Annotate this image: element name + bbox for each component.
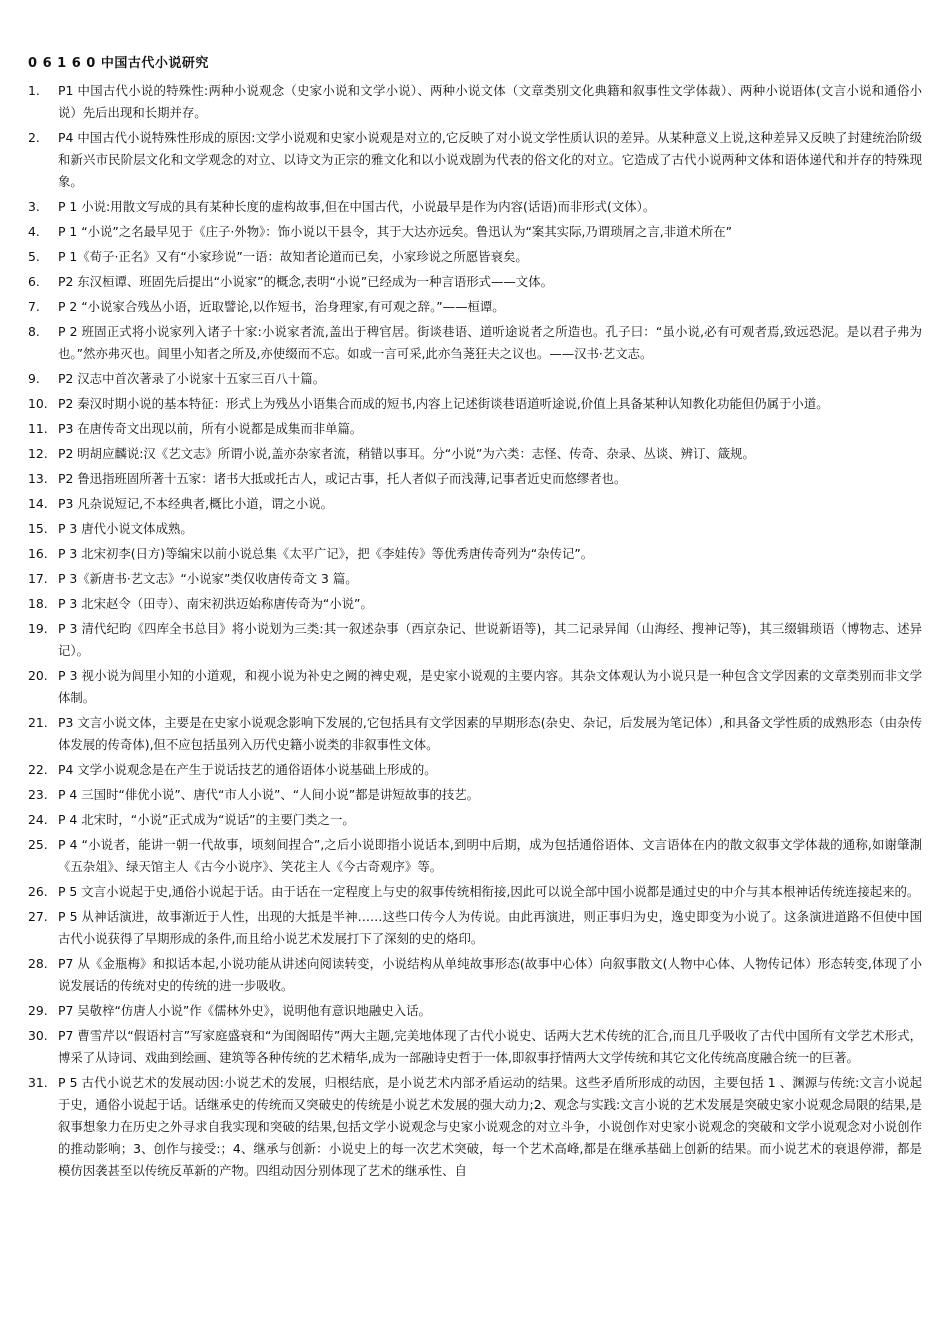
list-item <box>28 1000 922 1022</box>
list-item <box>28 321 922 365</box>
item-number: 6. <box>28 274 40 289</box>
document-item-list <box>28 80 922 1182</box>
item-text: P1 中国古代小说的特殊性:两种小说观念（史家小说和文学小说）、两种小说文体（文章类别文化典籍和叙事性文学体裁）、两种小说语体(文言小说和通俗小说）先后出现和长期并存。 <box>58 83 922 120</box>
item-text: P3 凡杂说短记,不本经典者,概比小道，谓之小说。 <box>58 496 333 511</box>
item-number: 16. <box>28 546 48 561</box>
item-text: P4 中国古代小说特殊性形成的原因:文学小说观和史家小说观是对立的,它反映了对小说文学性质认识的差异。从某种意义上说,这种差异又反映了封建统治阶级和新兴市民阶层文化和文学观念的对立、以诗文为正宗的雅文化和以小说戏剧为代表的俗文化的对立。它造成了古代小说两种文体和语体递代和并存的特殊现象。 <box>58 130 922 189</box>
item-text: P 2 班固正式将小说家列入诸子十家:小说家者流,盖出于稗官居。街谈巷语、道听途说者之所造也。孔子曰：“虽小说,必有可观者焉,致远恐泥。是以君子弗为也。”然亦弗灭也。闾里小知者之所及,亦使缀而不忘。如或一言可采,此亦刍荛狂夫之议也。——汉书·艺文志。 <box>58 324 922 361</box>
item-number: 21. <box>28 715 48 730</box>
list-item <box>28 784 922 806</box>
list-item <box>28 809 922 831</box>
list-item <box>28 468 922 490</box>
list-item <box>28 618 922 662</box>
item-text: P 1《荀子·正名》又有“小家珍说”一语：故知者论道而已矣，小家珍说之所愿皆衰矣。 <box>58 249 528 264</box>
list-item <box>28 593 922 615</box>
list-item <box>28 665 922 709</box>
item-number: 27. <box>28 909 48 924</box>
item-text: P 5 古代小说艺术的发展动因:小说艺术的发展，归根结底，是小说艺术内部矛盾运动的结果。这些矛盾所形成的动因，主要包括 1 、渊源与传统:文言小说起于史，通俗小说起于话。话继承史的传统而又突破史的传统是小说艺术发展的强大动力;2、观念与实践:文言小说的艺术发展是突破史家小说观念局限的结果,是叙事想象力在历史之外寻求自我实现和突破的结果,包括文学小说观念与史家小说观念的对立斗争，小说创作对史家小说观念的突破和文学小说观念对小说创作的推动影响；3、创作与接受:；4、继承与创新：小说史上的每一次艺术突破，每一个艺术高峰,都是在继承基础上创新的结果。而小说艺术的衰退停滞，都是模仿因袭甚至以传统反革新的产物。四组动因分别体现了艺术的继承性、自 <box>58 1075 922 1178</box>
item-text: P 4 “小说者，能讲一朝一代故事，顷刻间捏合”,之后小说即指小说话本,到明中后期，成为包括通俗语体、文言语体在内的散文叙事文学体裁的通称,如谢肇淛《五杂俎》、绿天馆主人《古今小说序》、笑花主人《今古奇观序》等。 <box>58 837 922 874</box>
list-item <box>28 953 922 997</box>
item-text: P3 文言小说文体，主要是在史家小说观念影响下发展的,它包括具有文学因素的早期形态(杂史、杂记，后发展为笔记体）,和具备文学性质的成熟形态（由杂传体发展的传奇体),但不应包括虽列入历代史籍小说类的非叙事性文体。 <box>58 715 922 752</box>
item-number: 20. <box>28 668 48 683</box>
item-number: 5. <box>28 249 40 264</box>
item-number: 13. <box>28 471 48 486</box>
item-text: P 3 清代纪昀《四库全书总目》将小说划为三类:其一叙述杂事（西京杂记、世说新语等)，其二记录异闻（山海经、搜神记等)，其三缀辑琐语（博物志、述异记）。 <box>58 621 922 658</box>
item-number: 8. <box>28 324 40 339</box>
item-number: 24. <box>28 812 48 827</box>
list-item <box>28 127 922 193</box>
item-number: 29. <box>28 1003 48 1018</box>
list-item <box>28 712 922 756</box>
item-text: P 1 “小说”之名最早见于《庄子·外物》：饰小说以干县令，其于大达亦远矣。鲁迅认为“案其实际,乃谓琐屑之言,非道术所在” <box>58 224 733 239</box>
item-number: 23. <box>28 787 48 802</box>
list-item <box>28 418 922 440</box>
item-text: P 1 小说:用散文写成的具有某种长度的虚构故事,但在中国古代，小说最早是作为内容(话语)而非形式(文体）。 <box>58 199 656 214</box>
list-item <box>28 518 922 540</box>
item-text: P7 曹雪芹以“假语村言”写家庭盛衰和“为闺阁昭传”两大主题,完美地体现了古代小说史、话两大艺术传统的汇合,而且几乎吸收了古代中国所有文学艺术形式，博采了从诗词、戏曲到绘画、建筑等各种传统的艺术精华,成为一部融诗史哲于一体,即叙事抒情两大文学传统和其它文化传统高度融合统一的巨著。 <box>58 1028 922 1065</box>
item-number: 17. <box>28 571 48 586</box>
item-number: 25. <box>28 837 48 852</box>
item-number: 26. <box>28 884 48 899</box>
item-text: P 3 北宋赵令（田寺）、南宋初洪迈始称唐传奇为“小说”。 <box>58 596 373 611</box>
item-text: P2 鲁迅指班固所著十五家：诸书大抵或托古人，或记古事，托人者似子而浅薄,记事者近史而悠缪者也。 <box>58 471 627 486</box>
item-number: 14. <box>28 496 48 511</box>
item-number: 11. <box>28 421 48 436</box>
item-number: 9. <box>28 371 40 386</box>
list-item <box>28 221 922 243</box>
item-text: P7 从《金瓶梅》和拟话本起,小说功能从讲述向阅读转变，小说结构从单纯故事形态(故事中心体）向叙事散文(人物中心体、人物传记体）形态转变,体现了小说发展话的传统对史的传统的进一步吸收。 <box>58 956 922 993</box>
item-text: P7 吴敬梓“仿唐人小说”作《儒林外史》，说明他有意识地融史入话。 <box>58 1003 431 1018</box>
list-item <box>28 543 922 565</box>
item-text: P2 秦汉时期小说的基本特征：形式上为残丛小语集合而成的短书,内容上记述街谈巷语道听途说,价值上具备某种认知教化功能但仍属于小道。 <box>58 396 829 411</box>
item-text: P3 在唐传奇文出现以前，所有小说都是成集而非单篇。 <box>58 421 363 436</box>
item-text: P2 明胡应麟说:汉《艺文志》所谓小说,盖亦杂家者流，稍错以事耳。分“小说”为六类：志怪、传奇、杂录、丛谈、辨订、箴规。 <box>58 446 755 461</box>
item-number: 12. <box>28 446 48 461</box>
item-number: 28. <box>28 956 48 971</box>
item-number: 4. <box>28 224 40 239</box>
list-item <box>28 759 922 781</box>
list-item <box>28 1025 922 1069</box>
item-number: 30. <box>28 1028 48 1043</box>
item-text: P2 东汉桓谭、班固先后提出“小说家”的概念,表明“小说”已经成为一种言语形式——文体。 <box>58 274 553 289</box>
item-number: 2. <box>28 130 40 145</box>
item-number: 22. <box>28 762 48 777</box>
item-number: 7. <box>28 299 40 314</box>
list-item <box>28 296 922 318</box>
item-number: 3. <box>28 199 40 214</box>
item-text: P 4 北宋时，“小说”正式成为“说话”的主要门类之一。 <box>58 812 355 827</box>
list-item <box>28 443 922 465</box>
item-text: P4 文学小说观念是在产生于说话技艺的通俗语体小说基础上形成的。 <box>58 762 437 777</box>
item-text: P2 汉志中首次著录了小说家十五家三百八十篇。 <box>58 371 326 386</box>
item-text: P 3 北宋初李(日方)等编宋以前小说总集《太平广记》，把《李娃传》等优秀唐传奇列为“杂传记”。 <box>58 546 594 561</box>
item-text: P 3 唐代小说文体成熟。 <box>58 521 193 536</box>
item-text: P 2 “小说家合残丛小语，近取譬论,以作短书，治身理家,有可观之辞。”——桓谭。 <box>58 299 505 314</box>
list-item <box>28 906 922 950</box>
list-item <box>28 493 922 515</box>
list-item <box>28 246 922 268</box>
list-item <box>28 368 922 390</box>
item-number: 19. <box>28 621 48 636</box>
item-number: 18. <box>28 596 48 611</box>
item-text: P 3《新唐书·艺文志》“小说家”类仅收唐传奇文 3 篇。 <box>58 571 358 586</box>
item-text: P 5 从神话演进，故事渐近于人性，出现的大抵是半神……这些口传今人为传说。由此再演进，则正事归为史，逸史即变为小说了。这条演进道路不但使中国古代小说获得了早期形成的条件,而且给小说艺术发展打下了深刻的史的烙印。 <box>58 909 922 946</box>
list-item <box>28 834 922 878</box>
item-text: P 5 文言小说起于史,通俗小说起于话。由于话在一定程度上与史的叙事传统相衔接,因此可以说全部中国小说都是通过史的中介与其本根神话传统连接起来的。 <box>58 884 920 899</box>
list-item <box>28 196 922 218</box>
list-item <box>28 568 922 590</box>
item-number: 31. <box>28 1075 48 1090</box>
item-number: 1. <box>28 83 40 98</box>
document-title: 0 6 1 6 0 中国古代小说研究 <box>28 56 209 71</box>
list-item <box>28 80 922 124</box>
list-item <box>28 393 922 415</box>
item-text: P 3 视小说为闾里小知的小道观，和视小说为补史之阙的裨史观，是史家小说观的主要内容。其杂文体观认为小说只是一种包含文学因素的文章类别而非文学体制。 <box>58 668 922 705</box>
item-number: 15. <box>28 521 48 536</box>
item-text: P 4 三国时“俳优小说”、唐代“市人小说”、“人间小说”都是讲短故事的技艺。 <box>58 787 480 802</box>
list-item <box>28 881 922 903</box>
list-item <box>28 271 922 293</box>
list-item <box>28 1072 922 1182</box>
item-number: 10. <box>28 396 48 411</box>
